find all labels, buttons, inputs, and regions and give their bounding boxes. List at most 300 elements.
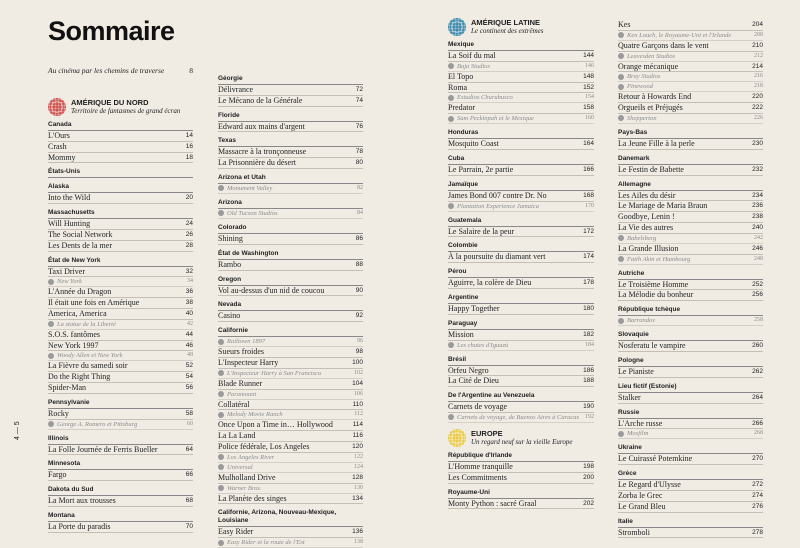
toc-subentry[interactable]	[218, 463, 363, 473]
camera-icon	[218, 370, 224, 376]
toc-entry[interactable]	[618, 212, 763, 223]
location-heading: Colombie	[448, 242, 594, 252]
entry-page: 64	[185, 445, 193, 453]
subentry-page: 48	[187, 352, 193, 359]
toc-subentry[interactable]	[618, 255, 763, 265]
location-heading: Arizona	[218, 199, 363, 209]
entry-title: The Social Network	[48, 229, 113, 239]
entry-title: La Fièvre du samedi soir	[48, 361, 128, 371]
subentry-title: Railtown 1897	[227, 338, 266, 346]
location-heading: République d'Irlande	[448, 452, 594, 462]
toc-entry[interactable]	[48, 361, 193, 372]
subentry-title: Fatih Akin et Hambourg	[627, 255, 691, 263]
subentry-page: 170	[585, 202, 594, 209]
toc-subentry[interactable]	[218, 484, 363, 494]
location-heading: Royaume-Uni	[448, 489, 594, 499]
camera-icon	[48, 421, 54, 427]
entry-page: 148	[583, 72, 594, 80]
entry-title: Délivrance	[218, 85, 254, 94]
subentry-title: Pinewood	[627, 83, 653, 91]
toc-entry[interactable]	[448, 139, 594, 150]
entry-title: Stalker	[618, 392, 641, 402]
toc-entry[interactable]	[48, 409, 193, 420]
toc-column-2	[218, 70, 363, 548]
location-heading: Slovaquie	[618, 331, 763, 341]
toc-subentry[interactable]	[618, 429, 763, 439]
region-subtitle: Un regard neuf sur la vieille Europe	[471, 437, 573, 446]
toc-entry[interactable]	[218, 158, 363, 169]
entry-page: 240	[752, 223, 763, 231]
entry-title: Taxi Driver	[48, 266, 85, 276]
entry-title: Orange mécanique	[618, 61, 679, 71]
toc-entry[interactable]	[218, 473, 363, 484]
toc-entry[interactable]	[218, 96, 363, 107]
subentry-title: Melody Movie Ranch	[227, 411, 283, 419]
toc-entry[interactable]	[48, 522, 193, 533]
toc-entry[interactable]	[48, 230, 193, 241]
toc-subentry[interactable]	[448, 62, 594, 72]
entry-page: 32	[185, 267, 193, 275]
toc-entry[interactable]	[618, 280, 763, 291]
entry-title: Massacre à la tronçonneuse	[218, 147, 307, 157]
location-heading: Jamaïque	[448, 181, 594, 191]
entry-title: Le Regard d'Ulysse	[618, 480, 681, 490]
camera-icon	[218, 485, 224, 491]
location-heading: Argentine	[448, 294, 594, 304]
entry-page: 92	[355, 312, 363, 320]
toc-entry[interactable]	[448, 462, 594, 473]
entry-page: 120	[352, 442, 363, 450]
toc-subentry[interactable]	[618, 31, 763, 41]
subentry-title: Easy Rider et la route de l'Est	[227, 539, 305, 547]
location-heading: Dakota du Sud	[48, 486, 193, 496]
toc-subentry[interactable]	[448, 341, 594, 351]
toc-entry[interactable]	[618, 223, 763, 234]
location-heading: De l'Argentine au Venezuela	[448, 392, 594, 402]
toc-entry[interactable]	[448, 103, 594, 114]
toc-entry[interactable]	[618, 103, 763, 114]
subentry-title: New York	[57, 278, 82, 286]
entry-title: Sueurs froides	[218, 347, 264, 357]
entry-page: 238	[752, 213, 763, 221]
entry-title: Zorba le Grec	[618, 490, 663, 500]
toc-entry[interactable]	[48, 193, 193, 204]
toc-entry[interactable]	[448, 51, 594, 62]
toc-subentry[interactable]	[218, 390, 363, 400]
subentry-page: 112	[354, 411, 363, 418]
toc-entry[interactable]	[448, 402, 594, 413]
subentry-page: 96	[357, 338, 363, 345]
toc-entry[interactable]	[618, 191, 763, 202]
entry-title: Spider-Man	[48, 382, 87, 392]
toc-entry[interactable]	[618, 165, 763, 176]
toc-entry[interactable]	[448, 473, 594, 484]
entry-page: 234	[752, 191, 763, 199]
toc-entry[interactable]	[48, 131, 193, 142]
toc-subentry[interactable]	[218, 410, 363, 420]
toc-entry[interactable]	[218, 442, 363, 453]
location-heading: Minnesota	[48, 460, 193, 470]
entry-page: 266	[752, 419, 763, 427]
entry-page: 172	[583, 227, 594, 235]
subentry-title: Universal	[227, 463, 253, 471]
subentry-page: 138	[354, 539, 363, 546]
entry-title: Goodbye, Lenin !	[618, 212, 675, 222]
toc-subentry[interactable]	[448, 413, 594, 423]
intro-entry[interactable]	[48, 66, 193, 75]
toc-subentry[interactable]	[48, 420, 193, 430]
toc-entry[interactable]	[618, 393, 763, 404]
entry-page: 98	[355, 348, 363, 356]
subentry-page: 212	[754, 52, 763, 59]
toc-entry[interactable]	[218, 286, 363, 297]
toc-subentry[interactable]	[48, 320, 193, 330]
location-heading: Illinois	[48, 435, 193, 445]
toc-entry[interactable]	[218, 311, 363, 322]
entry-page: 14	[185, 132, 193, 139]
entry-title: Le Pianiste	[618, 366, 654, 376]
entry-page: 204	[752, 21, 763, 28]
toc-subentry[interactable]	[618, 316, 763, 326]
entry-title: Le Cuirassé Potemkine	[618, 454, 693, 464]
camera-icon	[618, 431, 624, 437]
subentry-page: 146	[585, 62, 594, 69]
camera-icon	[618, 32, 624, 38]
toc-entry[interactable]	[48, 287, 193, 298]
toc-entry[interactable]	[48, 298, 193, 309]
entry-page: 158	[583, 104, 594, 112]
entry-title: Edward aux mains d'argent	[218, 121, 305, 131]
subentry-title: Babelsberg	[627, 234, 657, 242]
toc-entry[interactable]	[618, 290, 763, 301]
toc-entry[interactable]	[48, 309, 193, 320]
toc-entry[interactable]	[448, 83, 594, 94]
entry-page: 178	[583, 279, 594, 287]
toc-entry[interactable]	[48, 267, 193, 278]
toc-subentry[interactable]	[218, 538, 363, 548]
region-name: EUROPE	[471, 428, 503, 438]
entry-page: 264	[752, 393, 763, 401]
globe-icon	[448, 429, 466, 447]
camera-icon	[448, 342, 454, 348]
toc-subentry[interactable]	[448, 114, 594, 124]
toc-subentry[interactable]	[448, 202, 594, 212]
entry-page: 90	[355, 286, 363, 294]
camera-icon	[218, 464, 224, 470]
entry-page: 52	[185, 362, 193, 370]
location-heading: Russie	[618, 409, 763, 419]
entry-page: 252	[752, 280, 763, 288]
location-heading: Honduras	[448, 129, 594, 139]
toc-entry[interactable]	[218, 260, 363, 271]
entry-page: 26	[185, 230, 193, 238]
entry-title: La Grande Illusion	[618, 243, 679, 253]
entry-page: 246	[752, 244, 763, 252]
entry-page: 276	[752, 502, 763, 510]
subentry-page: 102	[354, 369, 363, 376]
location-heading: Californie, Arizona, Nouveau-Mexique, Louisiane	[218, 509, 363, 527]
entry-page: 76	[355, 122, 363, 130]
toc-entry[interactable]	[48, 383, 193, 394]
camera-icon	[618, 115, 624, 121]
toc-entry[interactable]	[618, 139, 763, 150]
intro-label: Au cinéma par les chemins de traverse	[48, 66, 165, 75]
location-heading: Géorgie	[218, 75, 363, 85]
toc-entry[interactable]	[448, 191, 594, 202]
entry-page: 256	[752, 291, 763, 299]
toc-entry[interactable]	[618, 491, 763, 502]
location-heading: Italie	[618, 518, 763, 528]
toc-entry[interactable]	[48, 142, 193, 153]
intro-page: 8	[189, 66, 193, 75]
subentry-title: Mosfilm	[627, 430, 649, 438]
entry-title: New York 1997	[48, 340, 99, 350]
toc-entry[interactable]	[218, 527, 363, 538]
entry-page: 166	[583, 165, 594, 173]
subentry-page: 184	[585, 341, 594, 348]
subentry-page: 124	[354, 463, 363, 470]
toc-entry[interactable]	[618, 20, 763, 31]
location-heading: Ukraine	[618, 444, 763, 454]
camera-icon	[218, 210, 224, 216]
toc-entry[interactable]	[618, 341, 763, 352]
location-heading: Cuba	[448, 155, 594, 165]
location-heading: Danemark	[618, 155, 763, 165]
toc-entry[interactable]	[618, 367, 763, 378]
toc-entry[interactable]	[448, 165, 594, 176]
entry-page: 72	[355, 86, 363, 93]
toc-entry[interactable]	[448, 376, 594, 387]
location-heading: Pays-Bas	[618, 129, 763, 139]
entry-page: 236	[752, 202, 763, 210]
toc-entry[interactable]	[48, 330, 193, 341]
entry-title: Orgueils et Préjugés	[618, 103, 683, 113]
entry-page: 36	[185, 288, 193, 296]
toc-entry[interactable]	[218, 347, 363, 358]
entry-title: L'Ours	[48, 131, 70, 140]
toc-entry[interactable]	[618, 201, 763, 212]
location-heading: Lieu fictif (Estonie)	[618, 383, 763, 393]
toc-subentry[interactable]	[618, 234, 763, 244]
toc-entry[interactable]	[48, 241, 193, 252]
entry-title: La Porte du paradis	[48, 521, 111, 531]
subentry-title: Bray Studios	[627, 73, 661, 81]
toc-subentry[interactable]	[618, 52, 763, 62]
toc-entry[interactable]	[48, 445, 193, 456]
entry-page: 136	[352, 528, 363, 536]
toc-subentry[interactable]	[48, 351, 193, 361]
location-heading: Grèce	[618, 470, 763, 480]
subentry-title: Estudios Churubusco	[457, 94, 513, 102]
toc-entry[interactable]	[218, 358, 363, 369]
toc-subentry[interactable]	[48, 277, 193, 287]
toc-entry[interactable]	[448, 366, 594, 377]
toc-entry[interactable]	[618, 92, 763, 103]
entry-page: 202	[583, 499, 594, 507]
entry-title: S.O.S. fantômes	[48, 329, 100, 339]
toc-entry[interactable]	[218, 85, 363, 96]
entry-title: Rocky	[48, 408, 69, 418]
toc-entry[interactable]	[618, 41, 763, 52]
toc-subentry[interactable]	[618, 72, 763, 82]
camera-icon	[48, 321, 54, 327]
entry-page: 46	[185, 341, 193, 349]
toc-entry[interactable]	[448, 227, 594, 238]
region-text	[471, 429, 572, 447]
subentry-page: 154	[585, 94, 594, 101]
subentry-title: Leavesden Studios	[627, 52, 676, 60]
location-heading: Allemagne	[618, 181, 763, 191]
toc-subentry[interactable]	[618, 82, 763, 92]
toc-entry[interactable]	[218, 400, 363, 411]
toc-entry[interactable]	[618, 502, 763, 513]
entry-title: Mosquito Coast	[448, 139, 499, 149]
entry-page: 134	[352, 494, 363, 502]
toc-entry[interactable]	[48, 496, 193, 507]
entry-page: 86	[355, 234, 363, 242]
location-heading: Oregon	[218, 276, 363, 286]
subentry-title: Barrandov	[627, 317, 656, 325]
toc-entry[interactable]	[48, 372, 193, 383]
region-header	[448, 429, 594, 447]
toc-entry[interactable]	[448, 72, 594, 83]
entry-title: Collatéral	[218, 399, 250, 409]
location-heading: Paraguay	[448, 320, 594, 330]
camera-icon	[448, 414, 454, 420]
entry-page: 20	[185, 194, 193, 202]
toc-entry[interactable]	[618, 419, 763, 430]
globe-icon	[48, 98, 66, 116]
camera-icon	[218, 391, 224, 397]
toc-entry[interactable]	[218, 234, 363, 245]
entry-page: 220	[752, 93, 763, 101]
entry-title: Police fédérale, Los Angeles	[218, 441, 310, 451]
entry-title: Carnets de voyage	[448, 402, 508, 412]
toc-entry[interactable]	[48, 219, 193, 230]
entry-page: 38	[185, 299, 193, 307]
subentry-title: La statue de la Liberté	[57, 320, 116, 328]
entry-page: 272	[752, 481, 763, 489]
toc-subentry[interactable]	[218, 369, 363, 379]
entry-page: 190	[583, 403, 594, 411]
toc-entry[interactable]	[48, 470, 193, 481]
subentry-title: Woody Allen et New York	[57, 352, 123, 360]
toc-entry[interactable]	[618, 480, 763, 491]
entry-page: 210	[752, 41, 763, 49]
toc-subentry[interactable]	[618, 114, 763, 124]
camera-icon	[218, 339, 224, 345]
toc-entry[interactable]	[448, 252, 594, 263]
entry-page: 152	[583, 83, 594, 91]
entry-title: La Cité de Dieu	[448, 376, 499, 386]
toc-entry[interactable]	[618, 244, 763, 255]
toc-subentry[interactable]	[218, 209, 363, 219]
entry-page: 104	[352, 379, 363, 387]
camera-icon	[218, 454, 224, 460]
entry-page: 174	[583, 253, 594, 261]
entry-page: 100	[352, 358, 363, 366]
entry-page: 56	[185, 383, 193, 391]
entry-page: 44	[185, 330, 193, 338]
toc-entry[interactable]	[218, 494, 363, 505]
toc-entry[interactable]	[218, 420, 363, 431]
toc-entry[interactable]	[618, 454, 763, 465]
entry-title: Blade Runner	[218, 378, 263, 388]
camera-icon	[448, 95, 454, 101]
page-numbers: 4 — 5	[14, 421, 21, 440]
entry-title: Le Troisième Homme	[618, 279, 689, 289]
entry-title: Predator	[448, 103, 476, 113]
toc-subentry[interactable]	[448, 93, 594, 103]
region-header	[448, 18, 594, 36]
entry-page: 28	[185, 241, 193, 249]
toc-entry[interactable]	[218, 379, 363, 390]
toc-column-3	[448, 12, 594, 509]
entry-title: Les Commitments	[448, 472, 507, 482]
subentry-title: Monument Valley	[227, 184, 273, 192]
toc-subentry[interactable]	[218, 337, 363, 347]
subentry-title: George A. Romero et Pittsburg	[57, 420, 138, 428]
location-heading: Brésil	[448, 356, 594, 366]
location-heading: Alaska	[48, 183, 193, 193]
entry-page: 116	[352, 432, 363, 440]
toc-entry[interactable]	[218, 431, 363, 442]
subentry-page: 106	[354, 390, 363, 397]
subentry-page: 122	[354, 453, 363, 460]
subentry-page: 60	[187, 420, 193, 427]
subentry-title: Sam Peckinpah et le Mexique	[457, 115, 534, 123]
entry-page: 70	[185, 522, 193, 530]
entry-title: Mulholland Drive	[218, 472, 276, 482]
toc-subentry[interactable]	[218, 453, 363, 463]
toc-entry[interactable]	[218, 122, 363, 133]
entry-title: Rambo	[218, 259, 242, 269]
toc-entry[interactable]	[48, 341, 193, 352]
location-heading: Massachusetts	[48, 209, 193, 219]
subentry-title: Carnets de voyage, de Buenos Aires à Caracas	[457, 413, 580, 421]
entry-title: La Mort aux trousses	[48, 496, 116, 506]
toc-entry[interactable]	[448, 330, 594, 341]
subentry-title: Shepperton	[627, 114, 657, 122]
region-name: AMÉRIQUE LATINE	[471, 18, 541, 27]
location-heading: Autriche	[618, 270, 763, 280]
toc-entry[interactable]	[448, 304, 594, 315]
location-heading: Nevada	[218, 301, 363, 311]
entry-page: 270	[752, 455, 763, 463]
subentry-page: 258	[754, 317, 763, 324]
entry-page: 80	[355, 159, 363, 167]
toc-entry[interactable]	[448, 278, 594, 289]
entry-title: Roma	[448, 82, 468, 92]
subentry-page: 84	[357, 209, 363, 216]
toc-entry[interactable]	[218, 147, 363, 158]
region-subtitle: Le continent des extrêmes	[471, 27, 544, 35]
subentry-page: 34	[187, 278, 193, 285]
region-name: AMÉRIQUE DU NORD	[71, 98, 149, 107]
toc-entry[interactable]	[448, 499, 594, 510]
toc-subentry[interactable]	[218, 184, 363, 194]
entry-title: Do the Right Thing	[48, 372, 111, 382]
entry-page: 180	[583, 304, 594, 312]
entry-title: Easy Rider	[218, 527, 254, 537]
entry-page: 58	[185, 409, 193, 417]
toc-entry[interactable]	[618, 528, 763, 539]
camera-icon	[618, 235, 624, 241]
toc-entry[interactable]	[618, 62, 763, 73]
location-heading: Pennsylvanie	[48, 399, 193, 409]
entry-title: La La Land	[218, 431, 256, 441]
toc-entry[interactable]	[48, 153, 193, 164]
